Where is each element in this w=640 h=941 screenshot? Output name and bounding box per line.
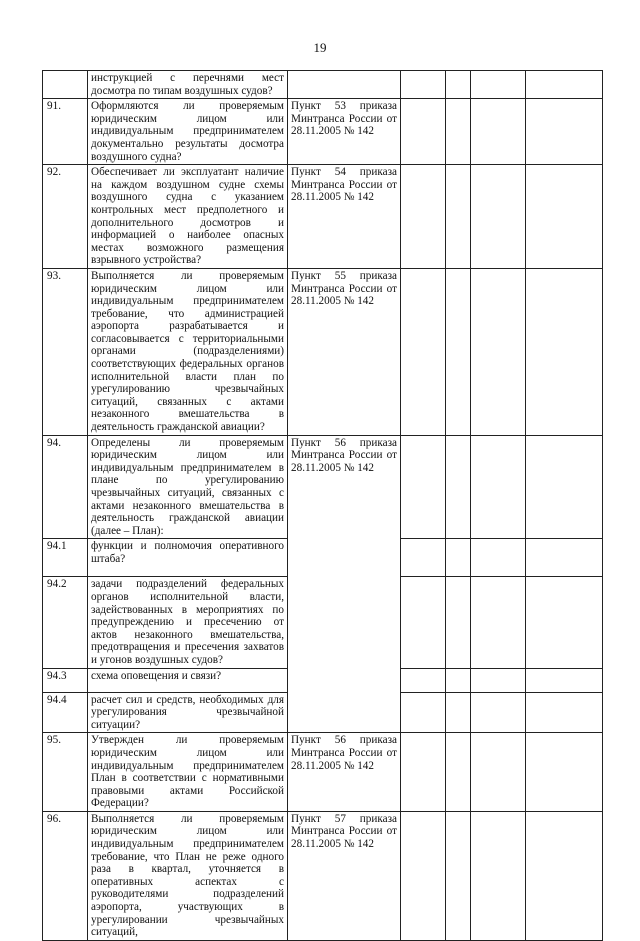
answer-cell bbox=[471, 99, 526, 165]
requirement-text: Утвержден ли проверяемым юридическим лицом или индивидуальным предпринимателем План в соответствии с нормативными правовыми актами Российской Федерации? bbox=[88, 733, 288, 812]
requirement-text: функции и полномочия оперативного штаба? bbox=[88, 539, 288, 577]
row-number: 95. bbox=[43, 733, 88, 812]
row-number: 93. bbox=[43, 268, 88, 435]
answer-cell bbox=[401, 692, 446, 733]
legal-reference: Пункт 54 приказа Минтранса России от 28.11.2005 № 142 bbox=[288, 165, 401, 269]
answer-cell bbox=[526, 435, 603, 539]
legal-reference: Пункт 56 приказа Минтранса России от 28.11.2005 № 142 bbox=[288, 733, 401, 812]
answer-cell bbox=[471, 539, 526, 577]
answer-cell bbox=[526, 692, 603, 733]
answer-cell bbox=[471, 692, 526, 733]
answer-cell bbox=[401, 539, 446, 577]
legal-reference: Пункт 55 приказа Минтранса России от 28.11.2005 № 142 bbox=[288, 268, 401, 435]
answer-cell bbox=[401, 577, 446, 668]
table-row bbox=[43, 811, 603, 940]
answer-cell bbox=[471, 811, 526, 940]
page-number: 19 bbox=[313, 40, 327, 55]
answer-cell bbox=[401, 71, 446, 99]
table-row bbox=[43, 733, 603, 812]
row-number: 94.1 bbox=[43, 539, 88, 577]
answer-cell bbox=[446, 268, 471, 435]
requirement-text: Обеспечивает ли эксплуатант наличие на каждом воздушном судне схемы воздушного судна с указанием контрольных мест предполетного и дополнительного досмотров и информацией о наиболее опасных местах возможного размещения взрывного устройства? bbox=[88, 165, 288, 269]
table-row bbox=[43, 268, 603, 435]
table-row bbox=[43, 71, 603, 99]
table-row bbox=[43, 99, 603, 165]
answer-cell bbox=[526, 811, 603, 940]
table-row bbox=[43, 165, 603, 269]
answer-cell bbox=[471, 268, 526, 435]
answer-cell bbox=[446, 99, 471, 165]
answer-cell bbox=[401, 811, 446, 940]
requirement-text: Выполняется ли проверяемым юридическим лицом или индивидуальным предпринимателем требование, что План не реже одного раза в квартал, уточняется в оперативных аспектах с руководителями подразделений аэропорта, участвующих в урегулировании чрезвычайных ситуаций, bbox=[88, 811, 288, 940]
answer-cell bbox=[446, 71, 471, 99]
answer-cell bbox=[526, 71, 603, 99]
row-number: 94.3 bbox=[43, 668, 88, 692]
legal-reference: Пункт 57 приказа Минтранса России от 28.11.2005 № 142 bbox=[288, 811, 401, 940]
requirement-text: инструкцией с перечнями мест досмотра по типам воздушных судов? bbox=[88, 71, 288, 99]
answer-cell bbox=[446, 692, 471, 733]
table-row bbox=[43, 435, 603, 539]
legal-reference bbox=[288, 71, 401, 99]
answer-cell bbox=[446, 165, 471, 269]
answer-cell bbox=[446, 811, 471, 940]
answer-cell bbox=[471, 668, 526, 692]
requirement-text: Выполняется ли проверяемым юридическим лицом или индивидуальным предпринимателем требование, что администрацией аэропорта разрабатывается и согласовывается с территориальными органами (подразделениями) соответствующих федеральных органов исполнительной власти план по урегулированию чрезвычайных ситуаций, связанных с актами незаконного вмешательства в деятельность гражданской авиации? bbox=[88, 268, 288, 435]
answer-cell bbox=[446, 668, 471, 692]
answer-cell bbox=[526, 577, 603, 668]
answer-cell bbox=[401, 668, 446, 692]
answer-cell bbox=[526, 165, 603, 269]
answer-cell bbox=[401, 165, 446, 269]
answer-cell bbox=[401, 268, 446, 435]
requirement-text: задачи подразделений федеральных органов исполнительной власти, задействованных в мероприятиях по предупреждению и пресечению от актов незаконного вмешательства, предотвращения и пресечения захватов и угонов воздушных судов? bbox=[88, 577, 288, 668]
legal-reference: Пункт 56 приказа Минтранса России от 28.11.2005 № 142 bbox=[288, 435, 401, 733]
row-number: 94.2 bbox=[43, 577, 88, 668]
row-number: 94.4 bbox=[43, 692, 88, 733]
answer-cell bbox=[526, 539, 603, 577]
answer-cell bbox=[446, 577, 471, 668]
answer-cell bbox=[446, 539, 471, 577]
row-number bbox=[43, 71, 88, 99]
requirement-text: схема оповещения и связи? bbox=[88, 668, 288, 692]
answer-cell bbox=[471, 165, 526, 269]
checklist-table bbox=[42, 70, 603, 941]
answer-cell bbox=[401, 435, 446, 539]
requirement-text: расчет сил и средств, необходимых для урегулирования чрезвычайной ситуации? bbox=[88, 692, 288, 733]
answer-cell bbox=[526, 668, 603, 692]
answer-cell bbox=[526, 733, 603, 812]
legal-reference: Пункт 53 приказа Минтранса России от 28.11.2005 № 142 bbox=[288, 99, 401, 165]
row-number: 91. bbox=[43, 99, 88, 165]
answer-cell bbox=[471, 577, 526, 668]
row-number: 92. bbox=[43, 165, 88, 269]
answer-cell bbox=[526, 268, 603, 435]
requirement-text: Определены ли проверяемым юридическим лицом или индивидуальным предпринимателем в плане по урегулированию чрезвычайных ситуаций, связанных с актами незаконного вмешательства в деятельность гражданской авиации (далее – План): bbox=[88, 435, 288, 539]
answer-cell bbox=[446, 733, 471, 812]
answer-cell bbox=[401, 99, 446, 165]
answer-cell bbox=[526, 99, 603, 165]
requirement-text: Оформляются ли проверяемым юридическим лицом или индивидуальным предпринимателем документально результаты досмотра воздушного судна? bbox=[88, 99, 288, 165]
answer-cell bbox=[471, 435, 526, 539]
row-number: 94. bbox=[43, 435, 88, 539]
row-number: 96. bbox=[43, 811, 88, 940]
answer-cell bbox=[446, 435, 471, 539]
answer-cell bbox=[471, 733, 526, 812]
answer-cell bbox=[471, 71, 526, 99]
answer-cell bbox=[401, 733, 446, 812]
